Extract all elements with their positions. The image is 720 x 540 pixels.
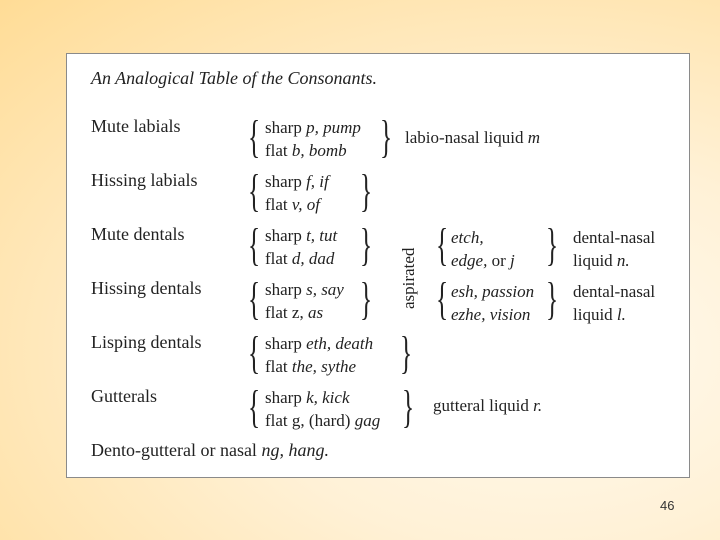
right-brace: } [379, 111, 393, 162]
flat-word: flat [265, 141, 288, 160]
aspirated-label: aspirated [399, 247, 418, 309]
aspirated-group-2: esh, passion ezhe, vision [451, 282, 535, 324]
left-brace: { [247, 111, 261, 162]
aspirated-group-1: etch, edge, or j [451, 228, 515, 270]
pair-mute-labials [265, 116, 361, 162]
right-brace: } [399, 327, 413, 378]
left-brace: { [247, 219, 261, 270]
row-label-mute-labials: Mute labials [91, 116, 181, 136]
right-brace: } [359, 273, 373, 324]
left-brace: { [247, 273, 261, 324]
left-brace: { [435, 273, 449, 324]
sharp-example: p, pump [306, 118, 361, 137]
row-label-gutterals: Gutterals [91, 386, 157, 406]
pair-gutterals: sharp k, kick flat g, (hard) gag [265, 388, 381, 430]
right-brace: } [401, 381, 415, 432]
left-brace: { [247, 381, 261, 432]
right-brace: } [359, 165, 373, 216]
page-number: 46 [660, 498, 675, 513]
pair-mute-dentals: sharp t, tut flat d, dad [265, 226, 338, 268]
pair-lisping-dentals: sharp eth, death flat the, sythe [265, 334, 374, 376]
row-label-hissing-labials: Hissing labials [91, 170, 198, 190]
left-brace: { [247, 165, 261, 216]
pair-hissing-labials: sharp f, if flat v, of [265, 172, 329, 214]
consonant-table-frame [66, 53, 690, 478]
left-brace: { [247, 327, 261, 378]
table-title: An Analogical Table of the Consonants. [91, 68, 378, 88]
labio-nasal-note: labio-nasal liquid m [405, 128, 541, 147]
right-brace: } [545, 219, 559, 270]
sharp-word: sharp [265, 118, 302, 137]
row-label-hissing-dentals: Hissing dentals [91, 278, 202, 298]
dento-gutteral-note: Dento-gutteral or nasal ng, hang. [91, 440, 329, 460]
row-label-lisping-dentals: Lisping dentals [91, 332, 202, 352]
left-brace: { [435, 219, 449, 270]
dental-nasal-note-1: dental-nasal liquid n. [573, 228, 656, 270]
pair-hissing-dentals: sharp s, say flat z, as [265, 280, 344, 322]
dental-nasal-note-2: dental-nasal liquid l. [573, 282, 656, 324]
flat-example: b, bomb [291, 141, 347, 160]
right-brace: } [545, 273, 559, 324]
right-brace: } [359, 219, 373, 270]
row-label-mute-dentals: Mute dentals [91, 224, 185, 244]
guttural-liquid-note: gutteral liquid r. [433, 396, 543, 415]
